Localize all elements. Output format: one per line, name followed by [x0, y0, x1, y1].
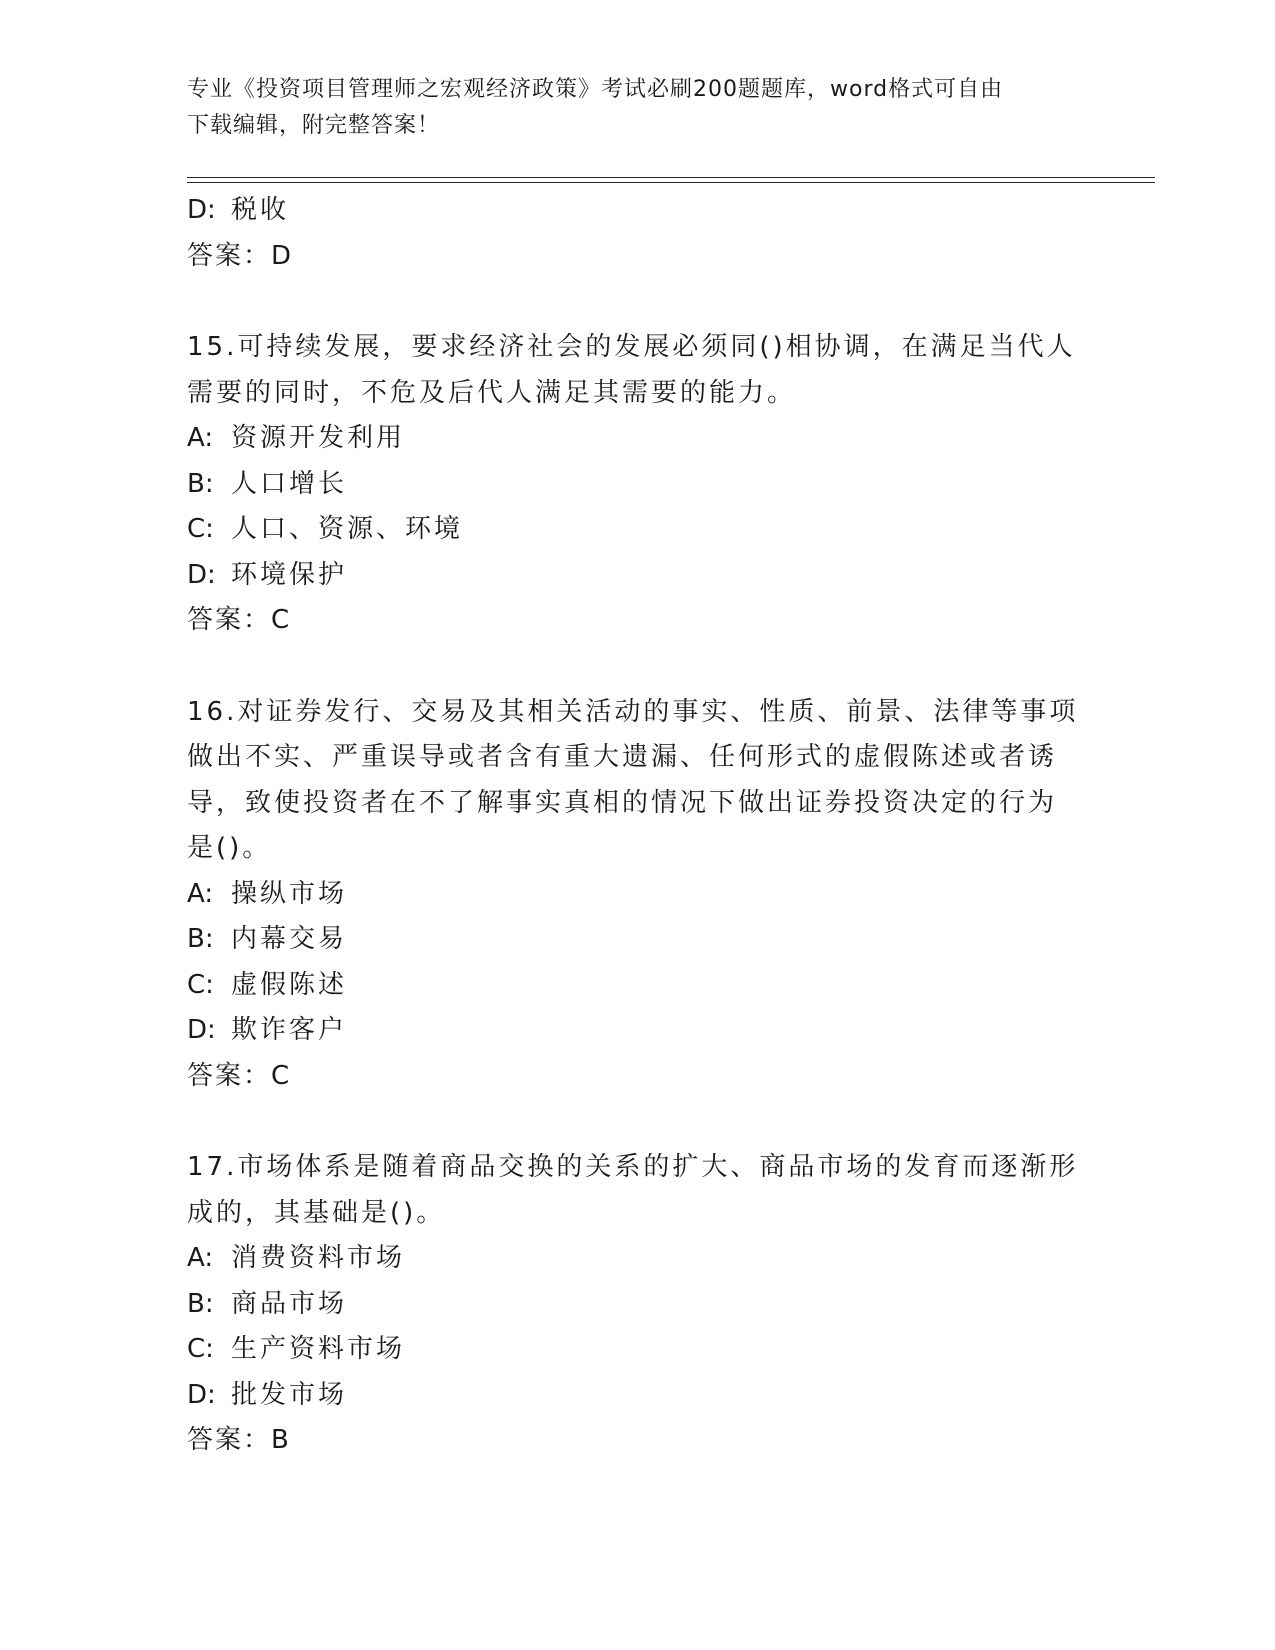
option-a [187, 1236, 1077, 1282]
option-d [187, 553, 1077, 599]
option-text: 人口增长 [231, 468, 348, 499]
question-item-17 [187, 1145, 1077, 1464]
option-c [187, 1327, 1077, 1373]
header-line-2: 下载编辑，附完整答案！ [187, 113, 441, 138]
option-label: A: [187, 878, 214, 909]
option-text: 商品市场 [231, 1288, 348, 1319]
answer-line: 答案：C [187, 605, 292, 635]
option-b [187, 462, 1077, 508]
answer-line: 答案：B [187, 1425, 291, 1455]
question-list [187, 188, 1077, 1464]
question-text-line: 做出不实、严重误导或者含有重大遗漏、任何形式的虚假陈述或者诱 [187, 742, 1058, 772]
option-a [187, 416, 1077, 462]
option-d [187, 1008, 1077, 1054]
option-text: 欺诈客户 [231, 1015, 348, 1045]
option-label: D: [187, 1015, 216, 1045]
option-text: 内幕交易 [231, 924, 348, 954]
question-text-line: 是()。 [187, 833, 272, 863]
option-label: C: [187, 969, 214, 1000]
question-text-line: 17.市场体系是随着商品交换的关系的扩大、商品市场的发育而逐渐形 [187, 1152, 1079, 1182]
option-c [187, 963, 1077, 1009]
previous-question-tail [187, 188, 1077, 279]
option-label: B: [187, 468, 214, 499]
option-text: 生产资料市场 [231, 1334, 406, 1364]
question-item-15 [187, 325, 1077, 644]
header-line-1: 专业《投资项目管理师之宏观经济政策》考试必刷200题题库，word格式可自由 [187, 77, 1004, 102]
option-text: 人口、资源、环境 [231, 514, 464, 544]
question-text-line: 16.对证券发行、交易及其相关活动的事实、性质、前景、法律等事项 [187, 696, 1079, 727]
option-label: D: [187, 559, 216, 590]
option-label: C: [187, 514, 214, 544]
option-text: 税收 [231, 195, 290, 225]
document-header [187, 72, 1087, 144]
answer-line: 答案：D [187, 240, 294, 271]
question-text-line: 导，致使投资者在不了解事实真相的情况下做出证券投资决定的行为 [187, 787, 1058, 818]
option-d [187, 1373, 1077, 1419]
question-text [187, 1145, 1077, 1236]
option-text: 消费资料市场 [231, 1243, 406, 1273]
question-text-line: 15.可持续发展，要求经济社会的发展必须同()相协调，在满足当代人 [187, 332, 1076, 362]
question-text-line: 需要的同时，不危及后代人满足其需要的能力。 [187, 377, 797, 408]
option-b [187, 917, 1077, 963]
option-c [187, 507, 1077, 553]
answer-line: 答案：C [187, 1060, 292, 1091]
header-divider-thick [187, 182, 1155, 183]
question-text-line: 成的，其基础是()。 [187, 1197, 446, 1228]
option-label: D: [187, 1379, 216, 1410]
question-text [187, 325, 1077, 416]
option-label: D: [187, 195, 216, 225]
option-text: 资源开发利用 [231, 423, 406, 453]
option-label: B: [187, 1288, 214, 1319]
option-text: 批发市场 [231, 1379, 348, 1410]
option-text: 操纵市场 [231, 878, 348, 909]
option-a [187, 872, 1077, 918]
question-item-16 [187, 690, 1077, 1100]
option-label: C: [187, 1334, 214, 1364]
question-text [187, 690, 1077, 872]
option-b [187, 1282, 1077, 1328]
option-text: 虚假陈述 [231, 969, 348, 1000]
option-label: A: [187, 423, 214, 453]
header-divider-thin [187, 177, 1155, 178]
option-label: B: [187, 924, 214, 954]
option-text: 环境保护 [231, 559, 348, 590]
option-label: A: [187, 1243, 214, 1273]
option-d [187, 188, 1077, 234]
